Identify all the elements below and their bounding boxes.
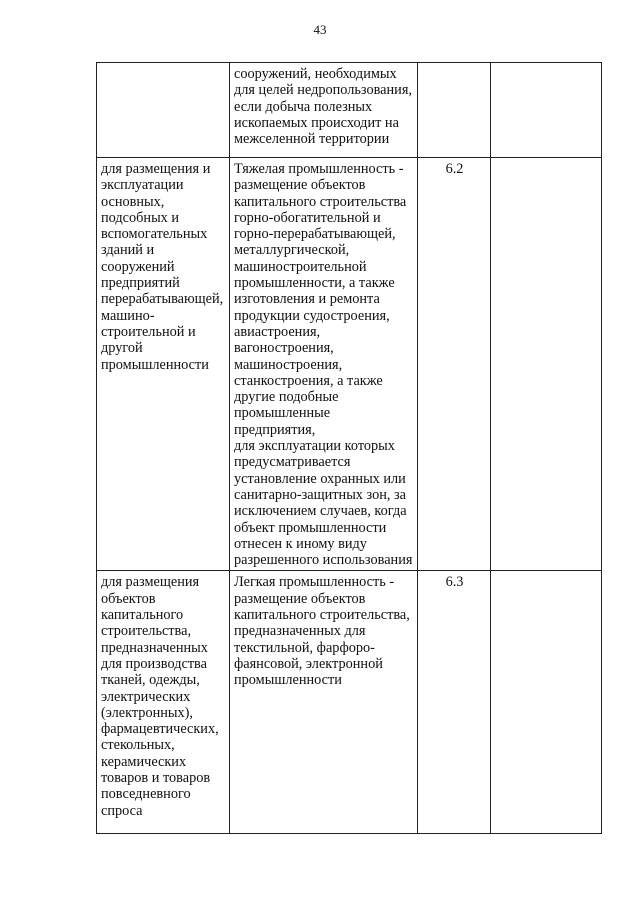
page-number: 43 (313, 22, 327, 37)
note-cell (491, 158, 602, 571)
description-cell: Тяжелая промышленность - размещение объектов капитального строительства горно-обогатительной и горно-перерабатывающей, металлургической, машиностроительной промышленности, а также изготовления и ремонта продукции судостроения, авиастроения, вагоностроения, машиностроения, станкостроения, а также другие подобные промышленные предприятия, для эксплуатации которых предусматривается установление охранных или санитарно-защитных зон, за исключением случаев, когда объект промышленности отнесен к иному виду разрешенного использования (230, 158, 418, 571)
table-row (97, 571, 602, 834)
code-cell: 6.3 (418, 571, 491, 834)
note-cell (491, 571, 602, 834)
description-cell: сооружений, необходимых для целей недропользования, если добыча полезных ископаемых происходит на межселенной территории (230, 63, 418, 158)
land-use-table (96, 62, 602, 834)
note-cell (491, 63, 602, 158)
table-row (97, 63, 602, 158)
purpose-cell (97, 63, 230, 158)
purpose-cell: для размещения и эксплуатации основных, подсобных и вспомогательных зданий и сооружений предприятий перерабатывающей, машино- строительной и другой промышленности (97, 158, 230, 571)
code-cell: 6.2 (418, 158, 491, 571)
purpose-cell: для размещения объектов капитального строительства, предназначенных для производства тканей, одежды, электрических (электронных), фармацевтических, стекольных, керамических товаров и товаров повседневного спроса (97, 571, 230, 834)
description-cell: Легкая промышленность - размещение объектов капитального строительства, предназначенных для текстильной, фарфоро- фаянсовой, электронной промышленности (230, 571, 418, 834)
code-cell (418, 63, 491, 158)
table-row (97, 158, 602, 571)
